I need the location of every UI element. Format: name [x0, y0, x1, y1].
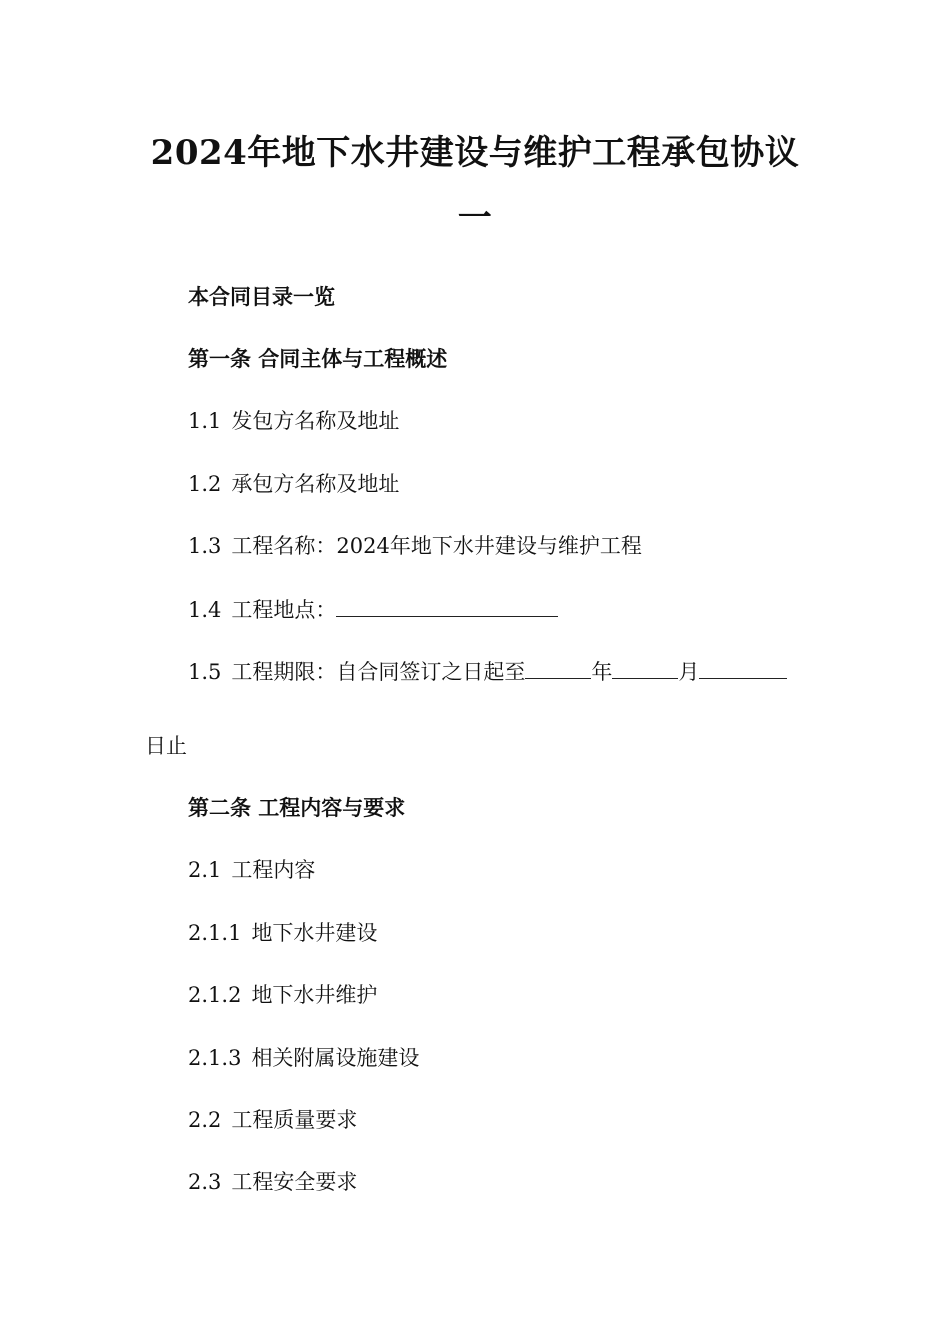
document-title: 2024年地下水井建设与维护工程承包协议: [150, 133, 800, 173]
clause-2-1-2: [188, 982, 377, 1008]
clause-1-2: [188, 471, 399, 497]
clause-text: 工程名称：2024年地下水井建设与维护工程: [231, 534, 642, 558]
fill-in-blank-month: [612, 658, 678, 679]
clause-2-2: [188, 1107, 357, 1133]
clause-text: 地下水井维护: [251, 983, 378, 1007]
fill-in-blank-year: [525, 658, 591, 679]
clause-number: 1.5: [188, 660, 222, 684]
clause-text: 工程内容: [231, 858, 316, 882]
clause-number: 2.1: [188, 858, 222, 882]
fill-in-blank-day: [699, 658, 787, 679]
article-2-heading: 第二条 工程内容与要求: [188, 796, 406, 820]
clause-2-1: [188, 857, 315, 883]
article-1-heading: 第一条 合同主体与工程概述: [188, 347, 448, 371]
clause-text: 工程地点：: [231, 598, 337, 622]
clause-number: 1.3: [188, 534, 222, 558]
clause-text: 发包方名称及地址: [231, 409, 400, 433]
clause-number: 1.1: [188, 409, 222, 433]
clause-2-1-1: [188, 920, 377, 946]
clause-1-5: [188, 658, 787, 685]
clause-number: 2.1.2: [188, 983, 242, 1007]
clause-number: 1.2: [188, 472, 222, 496]
clause-text: 工程安全要求: [231, 1170, 358, 1194]
clause-2-3: [188, 1169, 357, 1195]
document-title-continuation: 一: [457, 198, 493, 238]
clause-1-3: [188, 533, 642, 559]
clause-number: 2.1.3: [188, 1046, 242, 1070]
clause-1-4: [188, 596, 558, 623]
clause-1-1: [188, 408, 399, 434]
clause-2-1-3: [188, 1045, 419, 1071]
clause-number: 1.4: [188, 598, 222, 622]
toc-heading: 本合同目录一览: [188, 285, 335, 309]
clause-text: 工程质量要求: [231, 1108, 358, 1132]
fill-in-blank-location: [336, 596, 558, 617]
clause-number: 2.1.1: [188, 921, 242, 945]
clause-number: 2.2: [188, 1108, 222, 1132]
clause-number: 2.3: [188, 1170, 222, 1194]
clause-text: 地下水井建设: [251, 921, 378, 945]
year-label: 年: [591, 660, 613, 684]
clause-text: 工程期限：自合同签订之日起至: [231, 660, 526, 684]
clause-1-5-continuation: 日止: [145, 734, 187, 758]
clause-text: 承包方名称及地址: [231, 472, 400, 496]
clause-text: 相关附属设施建设: [251, 1046, 420, 1070]
month-label: 月: [678, 660, 700, 684]
